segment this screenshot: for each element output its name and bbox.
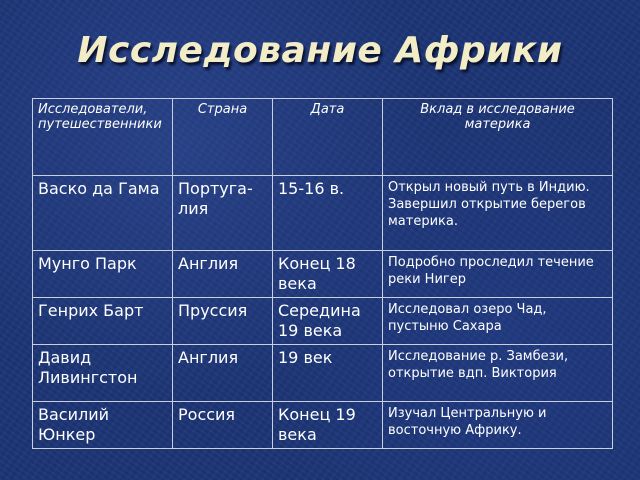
explorers-table [32, 98, 613, 449]
table-row [33, 251, 613, 298]
header-explorers: Исследователи, путешественники [33, 99, 173, 176]
cell-date: Конец 19 века [273, 402, 383, 449]
cell-contribution: Изучал Центральную и восточную Африку. [383, 402, 613, 449]
cell-date: Середина 19 века [273, 298, 383, 345]
cell-name: Генрих Барт [33, 298, 173, 345]
cell-country: Англия [173, 251, 273, 298]
table-header-row [33, 99, 613, 176]
cell-contribution: Исследовал озеро Чад, пустыню Сахара [383, 298, 613, 345]
table-row [33, 176, 613, 251]
cell-country: Португа-лия [173, 176, 273, 251]
slide-title: Исследование Африки [77, 30, 563, 71]
header-date: Дата [273, 99, 383, 176]
table-row [33, 298, 613, 345]
cell-name: Васко да Гама [33, 176, 173, 251]
cell-name: Василий Юнкер [33, 402, 173, 449]
table-row [33, 402, 613, 449]
cell-contribution: Исследование р. Замбези, открытие вдп. Виктория [383, 345, 613, 402]
cell-date: 15-16 в. [273, 176, 383, 251]
header-contribution: Вклад в исследование материка [383, 99, 613, 176]
cell-contribution: Открыл новый путь в Индию. Завершил открытие берегов материка. [383, 176, 613, 251]
cell-country: Пруссия [173, 298, 273, 345]
cell-date: 19 век [273, 345, 383, 402]
cell-name: Давид Ливингстон [33, 345, 173, 402]
cell-name: Мунго Парк [33, 251, 173, 298]
table-row [33, 345, 613, 402]
cell-country: Россия [173, 402, 273, 449]
cell-country: Англия [173, 345, 273, 402]
cell-date: Конец 18 века [273, 251, 383, 298]
cell-contribution: Подробно проследил течение реки Нигер [383, 251, 613, 298]
header-country: Страна [173, 99, 273, 176]
